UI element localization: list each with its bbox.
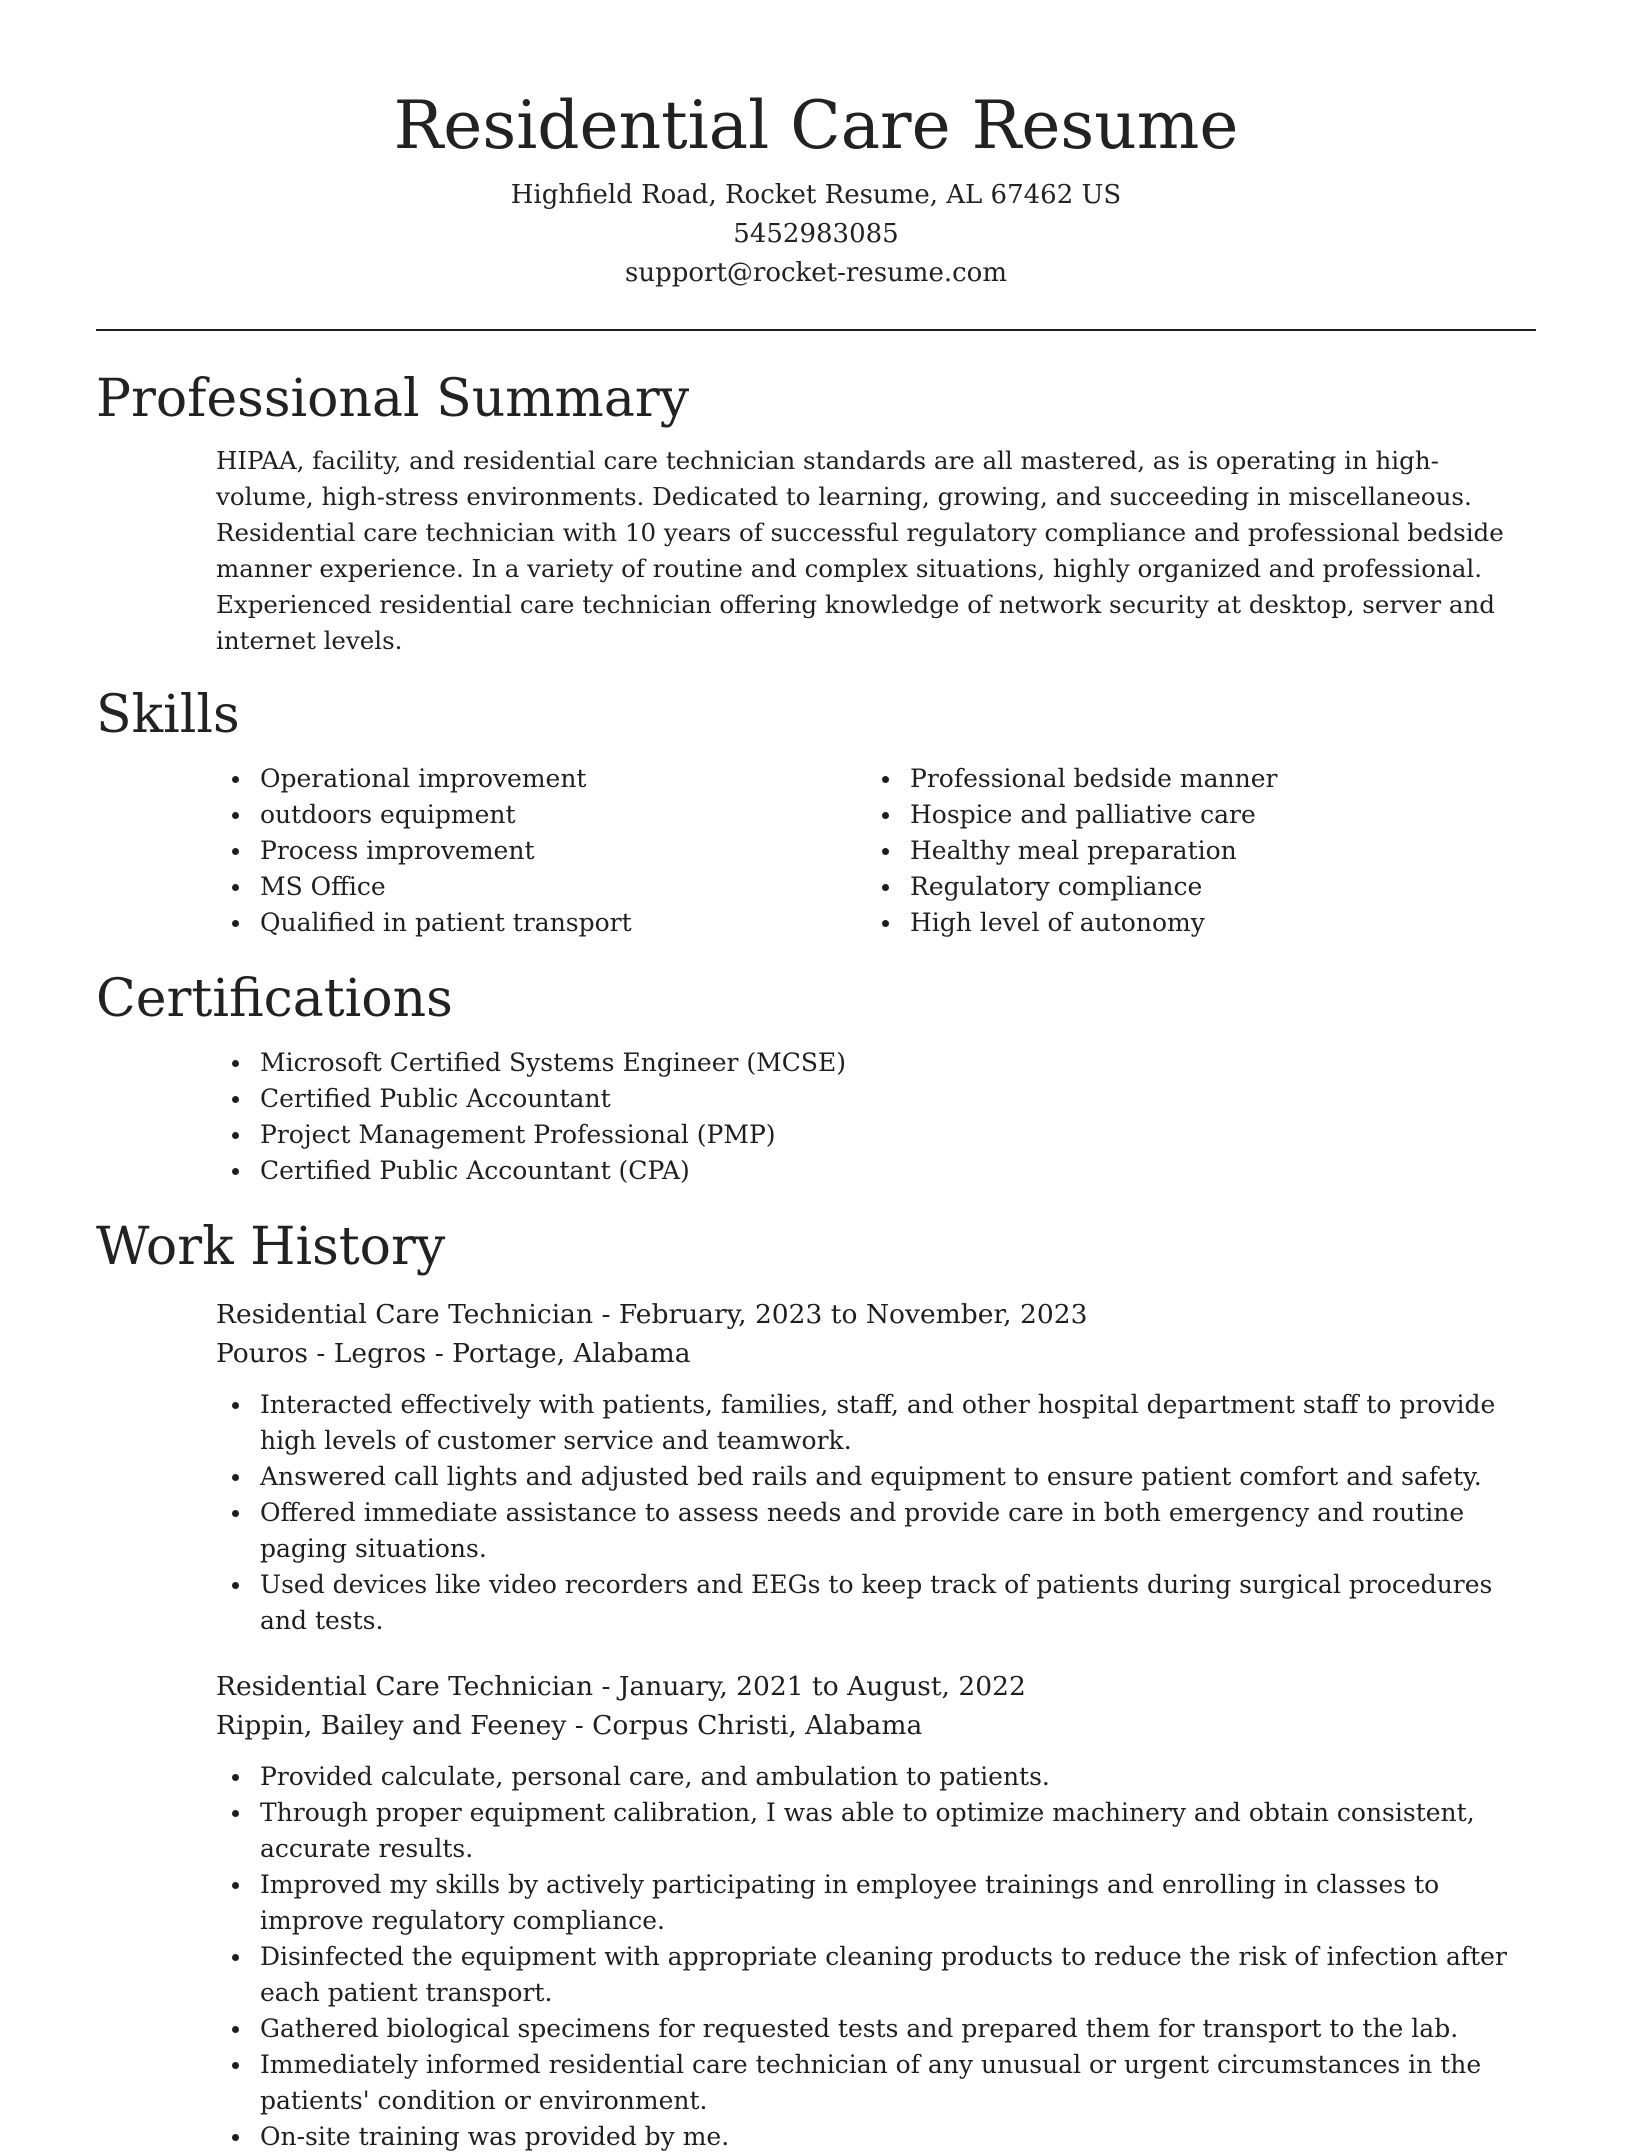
skill-item: Healthy meal preparation	[866, 833, 1516, 869]
job-bullets	[216, 1759, 1536, 2155]
job-title: Residential Care Technician	[216, 1671, 594, 1702]
skills-list-left	[216, 761, 866, 941]
job-title-line	[216, 1295, 1536, 1334]
job-company: Rippin, Bailey and Feeney	[216, 1710, 567, 1741]
skill-item: Regulatory compliance	[866, 869, 1516, 905]
job-bullet: On-site training was provided by me.	[216, 2119, 1536, 2155]
job-bullet: Interacted effectively with patients, families, staff, and other hospital department staff to provide high levels of customer service and teamwork.	[216, 1387, 1536, 1459]
job-entry	[216, 1667, 1536, 2155]
job-bullet: Answered call lights and adjusted bed rails and equipment to ensure patient comfort and safety.	[216, 1459, 1536, 1495]
certifications-section	[96, 967, 1536, 1189]
certification-item: Certified Public Accountant	[216, 1081, 1536, 1117]
summary-text: HIPAA, facility, and residential care technician standards are all mastered, as is operating in high-volume, high-stress environments. Dedicated to learning, growing, and succeeding in miscellaneous. Residential care technician with 10 years of successful regulatory compliance and professional bedside manner experience. In a variety of routine and complex situations, highly organized and professional. Experienced residential care technician offering knowledge of network security at desktop, server and internet levels.	[216, 446, 1504, 655]
skills-heading: Skills	[96, 685, 240, 745]
certifications-list	[216, 1045, 1536, 1189]
separator: -	[574, 1710, 593, 1741]
job-bullet: Used devices like video recorders and EEGs to keep track of patients during surgical procedures and tests.	[216, 1567, 1536, 1639]
skills-columns	[216, 761, 1536, 941]
work-history-heading: Work History	[96, 1217, 446, 1277]
work-history-section	[96, 1215, 1536, 2155]
skill-item: outdoors equipment	[216, 797, 866, 833]
job-bullet: Through proper equipment calibration, I was able to optimize machinery and obtain consistent, accurate results.	[216, 1795, 1536, 1867]
resume-page	[96, 0, 1536, 2155]
summary-section	[96, 367, 1536, 659]
job-location: Corpus Christi, Alabama	[592, 1710, 923, 1741]
job-company: Pouros - Legros	[216, 1338, 427, 1369]
job-title-line	[216, 1667, 1536, 1706]
skill-item: Professional bedside manner	[866, 761, 1516, 797]
job-dates: February, 2023 to November, 2023	[618, 1299, 1088, 1330]
job-bullet: Improved my skills by actively participating in employee trainings and enrolling in classes to improve regulatory compliance.	[216, 1867, 1536, 1939]
job-bullet: Offered immediate assistance to assess needs and provide care in both emergency and routine paging situations.	[216, 1495, 1536, 1567]
contact-phone: 5452983085	[733, 219, 899, 249]
certification-item: Project Management Professional (PMP)	[216, 1117, 1536, 1153]
contact-address: Highfield Road, Rocket Resume, AL 67462 US	[510, 180, 1122, 210]
job-location: Portage, Alabama	[452, 1338, 691, 1369]
job-entry	[216, 1295, 1536, 1639]
skill-item: High level of autonomy	[866, 905, 1516, 941]
contact-block	[96, 176, 1536, 293]
job-bullet: Provided calculate, personal care, and ambulation to patients.	[216, 1759, 1536, 1795]
job-company-line	[216, 1334, 1536, 1373]
skill-item: Hospice and palliative care	[866, 797, 1516, 833]
skills-list-right	[866, 761, 1516, 941]
job-dates: January, 2021 to August, 2022	[618, 1671, 1026, 1702]
header-divider	[96, 329, 1536, 331]
job-company-line	[216, 1706, 1536, 1745]
resume-header	[96, 0, 1536, 293]
job-bullet: Gathered biological specimens for requested tests and prepared them for transport to the lab.	[216, 2011, 1536, 2047]
separator: -	[601, 1299, 619, 1330]
job-bullet: Disinfected the equipment with appropriate cleaning products to reduce the risk of infection after each patient transport.	[216, 1939, 1536, 2011]
skill-item: MS Office	[216, 869, 866, 905]
resume-title: Residential Care Resume	[393, 87, 1239, 164]
skills-section	[96, 683, 1536, 941]
job-bullet: Immediately informed residential care technician of any unusual or urgent circumstances in the patients' condition or environment.	[216, 2047, 1536, 2119]
separator: -	[601, 1671, 619, 1702]
skill-item: Process improvement	[216, 833, 866, 869]
job-title: Residential Care Technician	[216, 1299, 594, 1330]
summary-heading: Professional Summary	[96, 369, 690, 429]
skill-item: Qualified in patient transport	[216, 905, 866, 941]
certifications-heading: Certifications	[96, 969, 453, 1029]
job-bullets	[216, 1387, 1536, 1639]
certification-item: Certified Public Accountant (CPA)	[216, 1153, 1536, 1189]
separator: -	[434, 1338, 453, 1369]
contact-email: support@rocket-resume.com	[624, 258, 1007, 288]
certification-item: Microsoft Certified Systems Engineer (MCSE)	[216, 1045, 1536, 1081]
skill-item: Operational improvement	[216, 761, 866, 797]
